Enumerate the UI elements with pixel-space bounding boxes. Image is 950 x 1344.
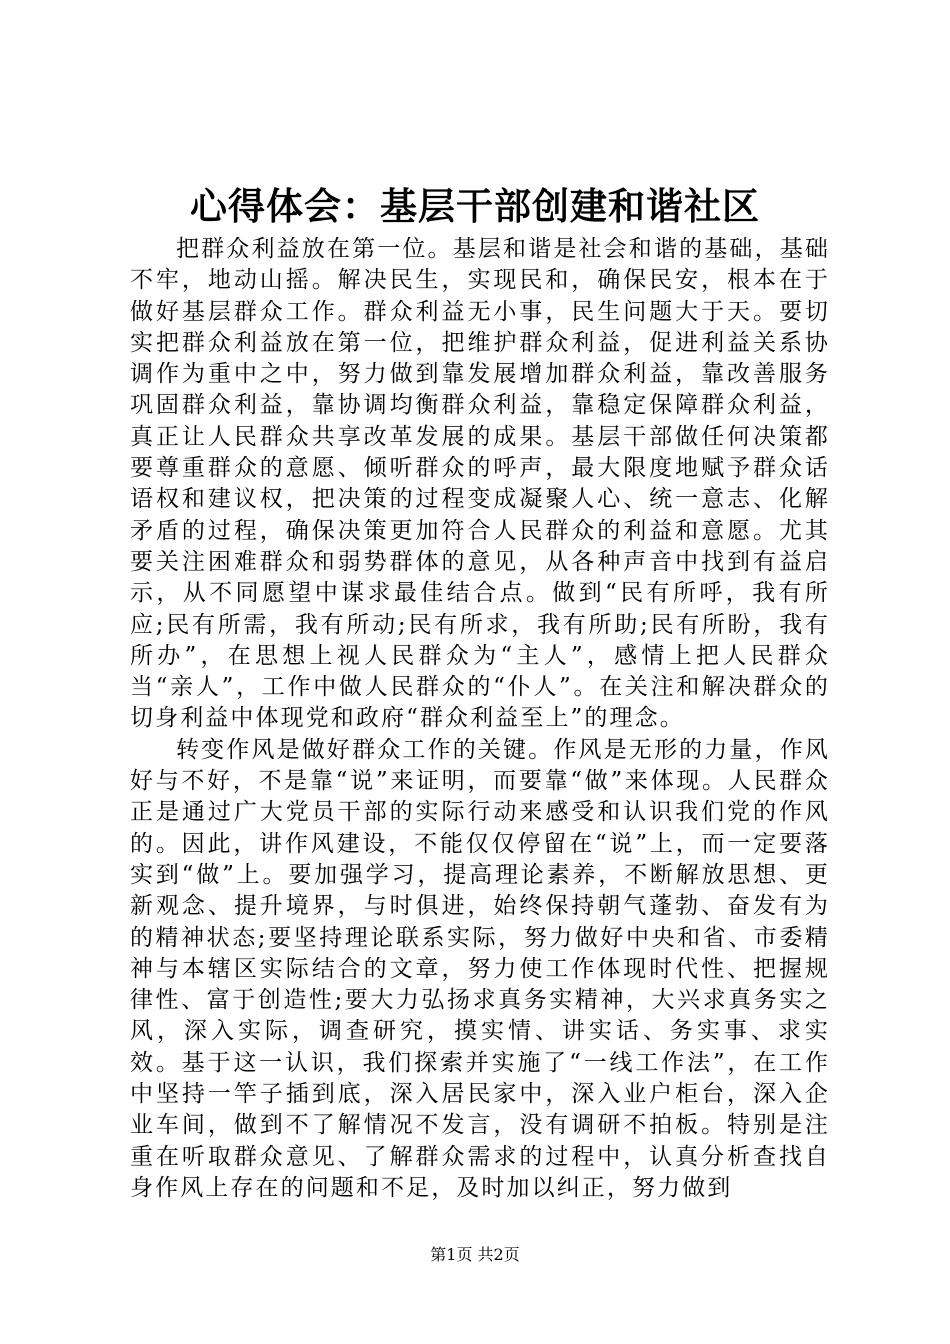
paragraph-1: 把群众利益放在第一位。基层和谐是社会和谐的基础，基础不牢，地动山摇。解决民生，实现民和，确保民安，根本在于做好基层群众工作。群众利益无小事，民生问题大于天。要切实把群众利益放在第一位，把维护群众利益，促进利益关系协调作为重中之中，努力做到靠发展增加群众利益，靠改善服务巩固群众利益，靠协调均衡群众利益，靠稳定保障群众利益，真正让人民群众共享改革发展的成果。基层干部做任何决策都要尊重群众的意愿、倾听群众的呼声，最大限度地赋予群众话语权和建议权，把决策的过程变成凝聚人心、统一意志、化解矛盾的过程，确保决策更加符合人民群众的利益和意愿。尤其要关注困难群众和弱势群体的意见，从各种声音中找到有益启示，从不同愿望中谋求最佳结合点。做到“民有所呼，我有所应;民有所需，我有所动;民有所求，我有所助;民有所盼，我有所办”，在思想上视人民群众为“主人”，感情上把人民群众当“亲人”，工作中做人民群众的“仆人”。在关注和解决群众的切身利益中体现党和政府“群众利益至上”的理念。: [130, 236, 830, 732]
document-title: 心得体会：基层干部创建和谐社区: [190, 184, 760, 228]
paragraph-2: 转变作风是做好群众工作的关键。作风是无形的力量，作风好与不好，不是靠“说”来证明，而要靠“做”来体现。人民群众正是通过广大党员干部的实际行动来感受和认识我们党的作风的。因此，讲作风建设，不能仅仅停留在“说”上，而一定要落实到“做”上。要加强学习，提高理论素养，不断解放思想、更新观念、提升境界，与时俱进，始终保持朝气蓬勃、奋发有为的精神状态;要坚持理论联系实际，努力做好中央和省、市委精神与本辖区实际结合的文章，努力使工作体现时代性、把握规律性、富于创造性;要大力弘扬求真务实精神，大兴求真务实之风，深入实际，调查研究，摸实情、讲实话、务实事、求实效。基于这一认识，我们探索并实施了“一线工作法”，在工作中坚持一竿子插到底，深入居民家中，深入业户柜台，深入企业车间，做到不了解情况不发言，没有调研不拍板。特别是注重在听取群众意见、了解群众需求的过程中，认真分析查找自身作风上存在的问题和不足，及时加以纠正，努力做到: [130, 736, 830, 1201]
page-footer: [0, 1245, 950, 1265]
page-number: 第1页 共2页: [430, 1245, 520, 1264]
document-body: [130, 234, 830, 1204]
